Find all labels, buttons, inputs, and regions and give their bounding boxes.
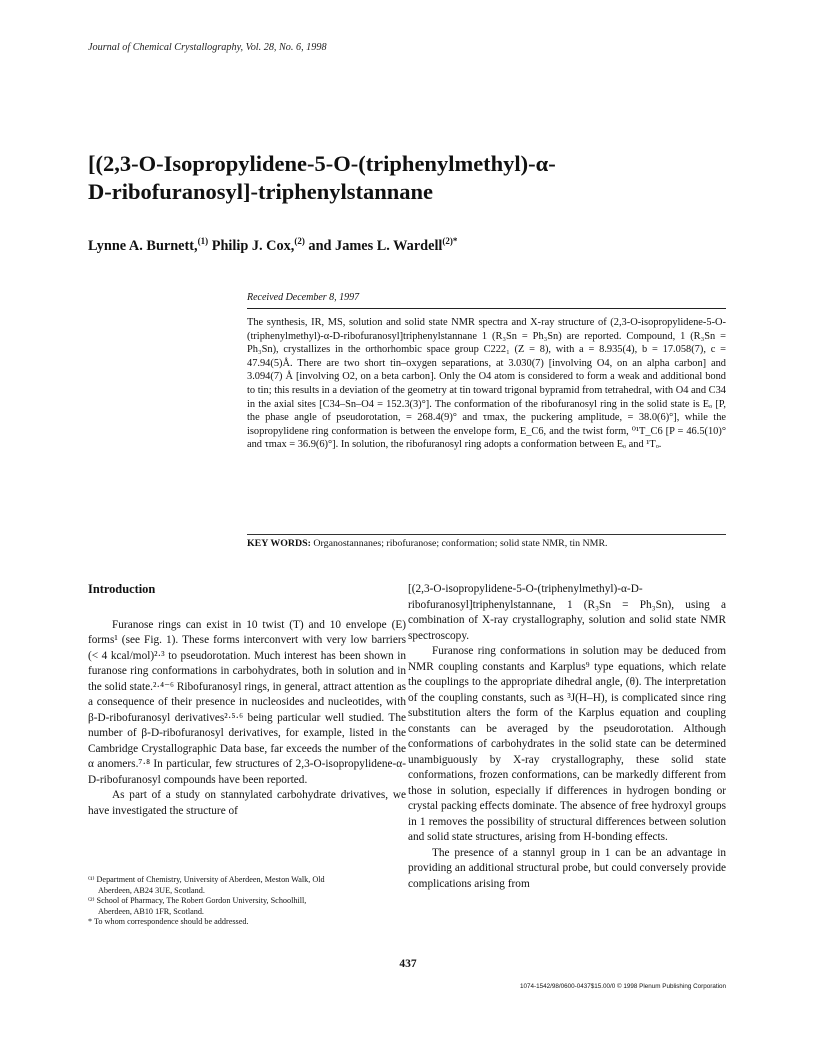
author-1: Lynne A. Burnett, [88,237,198,254]
keywords-text: Organostannanes; ribofuranose; conformation; solid state NMR, tin NMR. [313,538,608,549]
right-paragraph-3: The presence of a stannyl group in 1 can be an advantage in providing an additional structural probe, but could conversely provide complications arising from [408,846,726,890]
keywords-label: KEY WORDS: [247,538,311,549]
page-number: 437 [399,958,417,970]
abstract: The synthesis, IR, MS, solution and solid state NMR spectra and X-ray structure of (2,3-O-isopropylidene-5-O-(triphenylmethyl)-α-D-ribofuranosyl]triphenylstannane 1 (R₃Sn = Ph₃Sn) are reported. Compound, 1 (R₃Sn = Ph₃Sn), crystallizes in the orthorhombic space group C222₁ (Z = 8), with a = 8.935(4), b = 17.058(7), c = 47.94(5)Å. There are two short tin–oxygen separations, at 3.030(7) [involving O4, on an alpha carbon] and 3.094(7) Å [involving O2, on a beta carbon]. Only the O4 atom is considered to form a weak and additional bond to tin; this results in a deviation of the geometry at tin toward trigonal bypramid from tetrahedral, with O4 and C34 in the axial sites [C34–Sn–O4 = 152.3(3)°]. The conformation of the ribofuranosyl ring in the solid state is Eₒ [P, the phase angle of pseudorotation, = 268.4(9)° and τmax, the puckering amplitude, = 38.0(6)°], while the isopropylidene ring conformation is between the envelope form, E_C6, and the twist form, ⁰¹T_C6 [P = 46.5(10)° and τmax = 36.9(6)°]. In solution, the ribofuranosyl ring adopts a conformation between Eₒ and ¹Tₒ. [247,317,726,451]
right-paragraph-1: [(2,3-O-isopropylidene-5-O-(triphenylmethyl)-α-D-ribofuranosyl]triphenylstannane, 1 (R₃Sn = Ph₃Sn), using a combination of X-ray crystallography, solution and solid state NMR spectroscopy. [408,583,726,642]
left-column [88,582,406,819]
left-paragraph-1: Furanose rings can exist in 10 twist (T) and 10 envelope (E) forms¹ (see Fig. 1). These forms interconvert with very low barriers (< 4 kcal/mol)²·³ to pseudorotation. Much interest has been shown in furanose ring conformations in carbohydrates, both in solution and in the solid state.²·⁴⁻⁶ Ribofuranosyl rings, in general, attract attention as a consequence of their presence in nucleosides and nucleotides, with β-D-ribofuranosyl derivatives²·⁵·⁶ being particular well studied. The number of β-D-ribofuranosyl derivatives, for example, listed in the Cambridge Crystallographic Data base, far exceeds the number of the α anomers.⁷·⁸ In particular, few structures of 2,3-O-isopropylidene-α-D-ribofuranosyl compounds have been reported. [88,618,406,786]
author-2-affiliation: (2) [294,236,305,246]
article-title [88,150,748,206]
author-list [88,236,748,255]
section-heading-introduction: Introduction [88,582,156,596]
left-paragraph-2: As part of a study on stannylated carbohydrate drivatives, we have investigated the structure of [88,789,406,817]
author-2: Philip J. Cox, [211,237,295,254]
right-paragraph-2: Furanose ring conformations in solution may be deduced from NMR coupling constants and Karplus⁹ type equations, which relate the couplings to the appropriate dihedral angle, (θ). The interpretation of the coupling constants, such as ³J(H–H), is complicated since ring substitution alters the form of the Karplus equation and coupling constants can be averaged by the pseudorotation. Although conformations of carbohydrates in the solid state can be determined unambiguously by X-ray crystallography, these solid state conformations, frozen conformations, can be markedly different from those in solution, especially if differences in hydrogen bonding or crystal packing effects dominate. The absence of free hydroxyl groups in 1 removes the possibility of structural differences between solution and solid state structures, arising from H-bonding effects. [408,645,726,843]
author-1-affiliation: (1) [197,236,209,246]
abstract-top-rule [247,308,726,309]
journal-citation: Journal of Chemical Crystallography, Vol. 28, No. 6, 1998 [88,42,327,53]
right-column [408,582,726,892]
author-3-affiliation: (2)* [442,236,458,246]
footnote-1: ⁽¹⁾ Department of Chemistry, University of Aberdeen, Meston Walk, Old Aberdeen, AB24 3UE, Scotland. [88,875,325,895]
title-line-2: D-ribofuranosyl]-triphenylstannane [88,179,434,204]
footnotes [88,875,328,928]
copyright-line: 1074-1542/98/0600-0437$15.00/0 © 1998 Plenum Publishing Corporation [520,983,726,990]
footnote-2: ⁽²⁾ School of Pharmacy, The Robert Gordon University, Schoolhill, Aberdeen, AB10 1FR, Scotland. [88,896,307,916]
author-3: and James L. Wardell [308,237,443,254]
abstract-bottom-rule [247,534,726,535]
received-date: Received December 8, 1997 [247,292,360,303]
keywords [247,538,726,549]
footnote-3: * To whom correspondence should be addressed. [88,917,249,927]
title-line-1: [(2,3-O-Isopropylidene-5-O-(triphenylmethyl)-α- [88,151,556,176]
